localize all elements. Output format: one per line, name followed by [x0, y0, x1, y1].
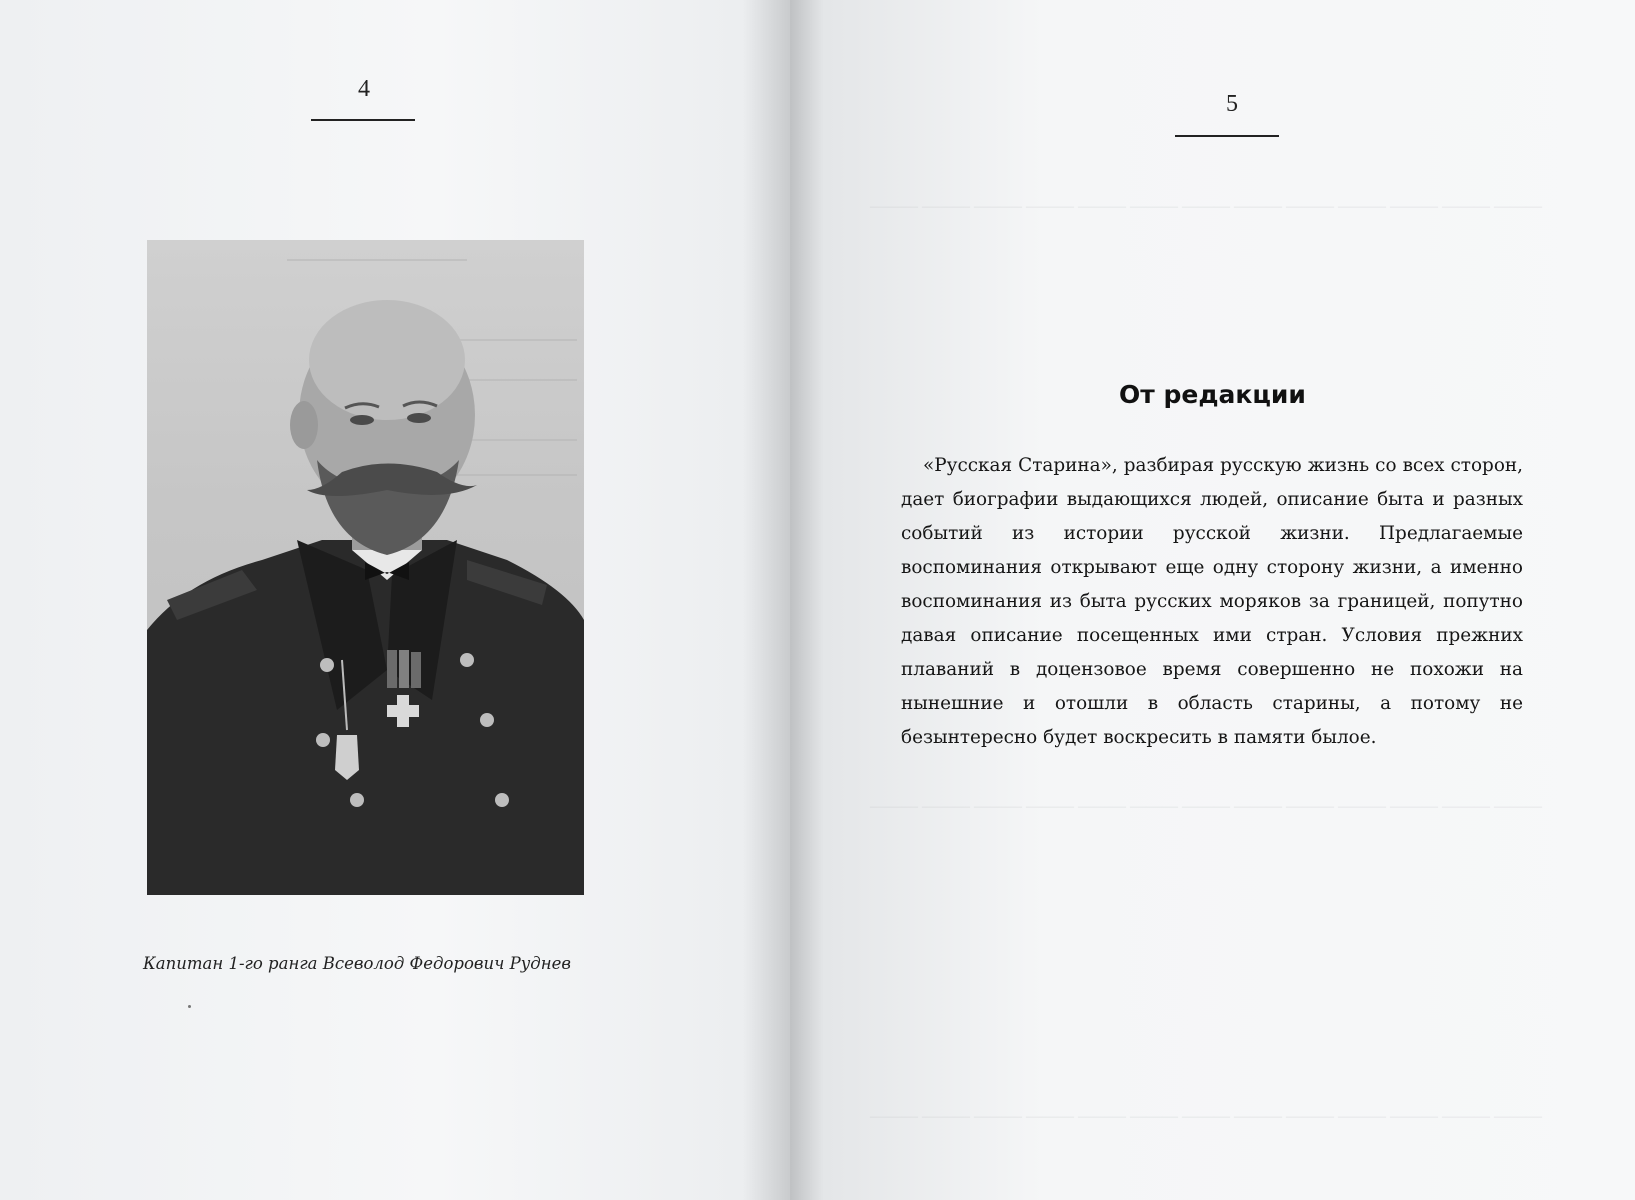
page-number-left: 4 — [358, 76, 370, 102]
photo-caption: Капитан 1-го ранга Всеволод Федорович Руднев — [143, 954, 572, 973]
section-heading: От редакции — [1119, 380, 1306, 409]
paragraph: «Русская Старина», разбирая русскую жизнь со всех сторон, дает биографии выдающихся людей, описание быта и разных событий из истории русской жизни. Предлагаемые воспоминания открывают еще одну сторону жизни, а именно воспоминания из быта русских моряков за границей, попутно давая описание посещенных ими стран. Условия прежних плаваний в доцензовое время совершенно не похожи на нынешние и отошли в область старины, а потому не безынтересно будет воскресить в памяти былое. — [901, 455, 1523, 748]
page-number-rule-right — [1175, 135, 1279, 137]
bleed-through-text-lower: ——— ——— ——— ——— ——— ——— ——— ——— ——— ——— ——— ——— ——— — [870, 798, 1542, 815]
bleed-through-text-bottom: ——— ——— ——— ——— ——— ——— ——— ——— ——— ——— ——— ——— ——— — [870, 1108, 1542, 1125]
body-text — [901, 449, 1523, 755]
paper-speck — [188, 1005, 191, 1008]
portrait-illustration — [147, 240, 584, 895]
portrait-photo — [147, 240, 584, 895]
page-number-right: 5 — [1226, 91, 1238, 117]
bleed-through-text: ——— ——— ——— ——— ——— ——— ——— ——— ——— ——— ——— ——— ——— — [870, 198, 1542, 215]
left-page — [0, 0, 790, 1200]
page-number-rule-left — [311, 119, 415, 121]
